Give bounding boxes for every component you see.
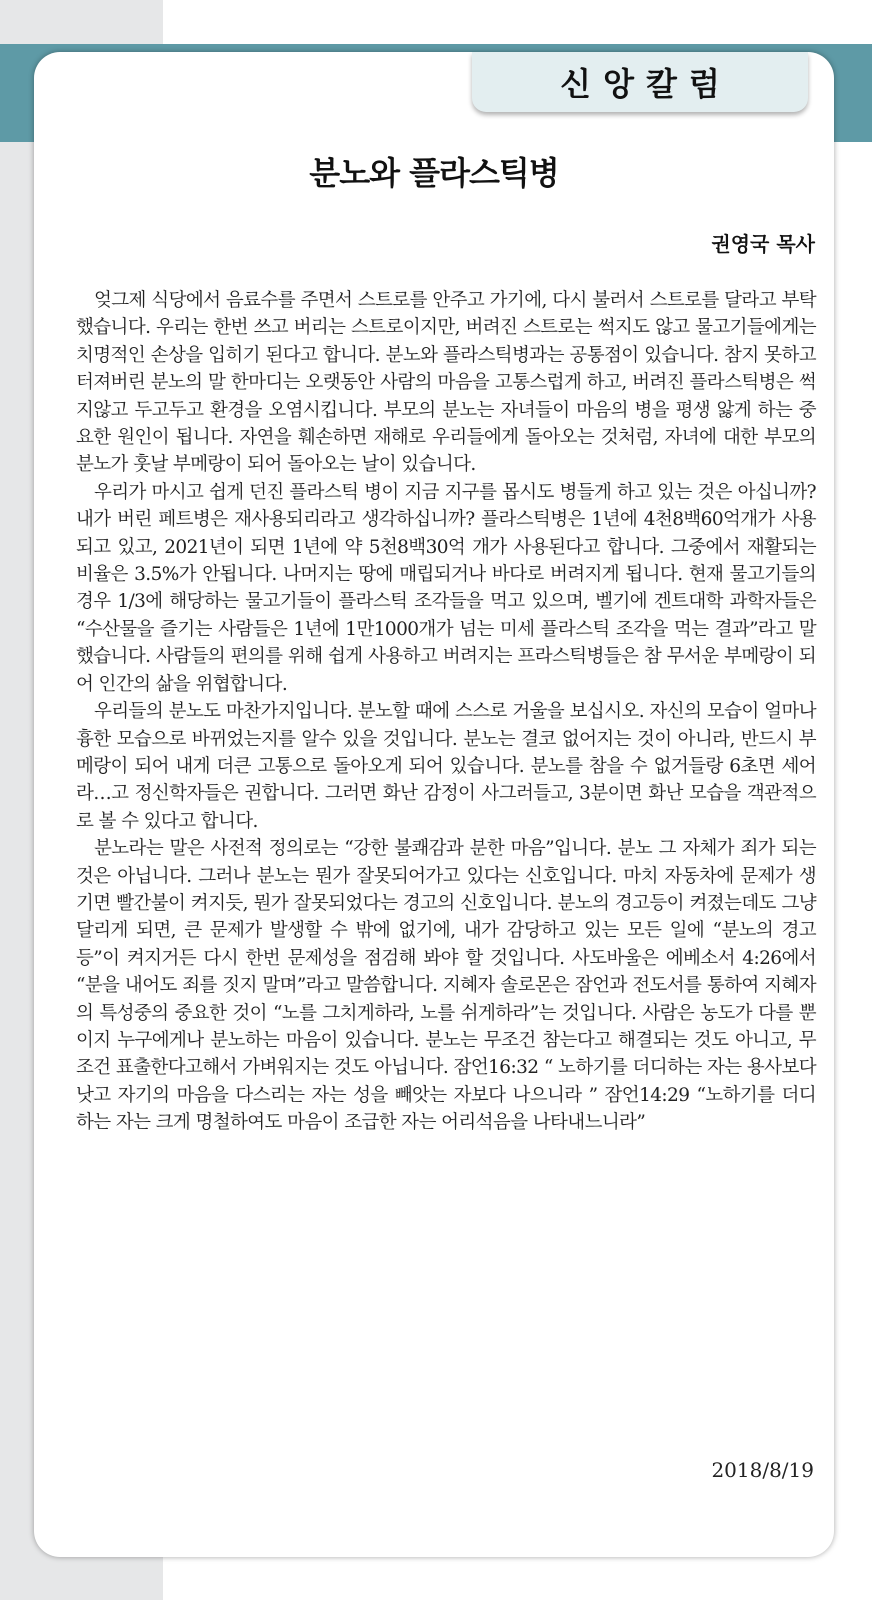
paragraph-1: 엊그제 식당에서 음료수를 주면서 스트로를 안주고 가기에, 다시 불러서 스트로를 달라고 부탁했습니다. 우리는 한번 쓰고 버리는 스트로이지만, 버려진 스트로는 썩지도 않고 물고기들에게는 치명적인 손상을 입히기 된다고 합니다. 분노와 플라스틱병과는 공통점이 있습니다. 참지 못하고 터져버린 분노의 말 한마디는 오랫동안 사람의 마음을 고통스럽게 하고, 버려진 플라스틱병은 썩지않고 두고두고 환경을 오염시킵니다. 부모의 분노는 자녀들이 마음의 병을 평생 앓게 하는 중요한 원인이 됩니다. 자연을 훼손하면 재해로 우리들에게 돌아오는 것처럼, 자녀에 대한 부모의 분노가 훗날 부메랑이 되어 돌아오는 날이 있습니다. xyxy=(76,290,816,476)
article-author: 권영국 목사 xyxy=(711,232,815,256)
paragraph-2: 우리가 마시고 쉽게 던진 플라스틱 병이 지금 지구를 몹시도 병들게 하고 있는 것은 아십니까? 내가 버린 페트병은 재사용되리라고 생각하십니까? 플라스틱병은 1년에 4천8백60억개가 사용되고 있고, 2021년이 되면 1년에 약 5천8백30억 개가 사용된다고 합니다. 그중에서 재활되는 비율은 3.5%가 안됩니다. 나머지는 땅에 매립되거나 바다로 버려지게 됩니다. 현재 물고기들의 경우 1/3에 해당하는 물고기들이 플라스틱 조각들을 먹고 있으며, 벨기에 겐트대학 과학자들은 “수산물을 즐기는 사람들은 1년에 1만1000개가 넘는 미세 플라스틱 조각을 먹는 결과”라고 말했습니다. 사람들의 편의를 위해 쉽게 사용하고 버려지는 프라스틱병들은 참 무서운 부메랑이 되어 인간의 삶을 위협합니다. xyxy=(76,481,816,695)
section-label: 신앙칼럼 xyxy=(560,65,732,103)
section-tab xyxy=(472,52,808,112)
paragraph-4: 분노라는 말은 사전적 정의로는 “강한 불쾌감과 분한 마음”입니다. 분노 그 자체가 죄가 되는 것은 아닙니다. 그러나 분노는 뭔가 잘못되어가고 있다는 신호입니다. 마치 자동차에 문제가 생기면 빨간불이 켜지듯, 뭔가 잘못되었다는 경고의 신호입니다. 분노의 경고등이 켜졌는데도 그냥 달리게 되면, 큰 문제가 발생할 수 밖에 없기에, 내가 감당하고 있는 모든 일에 “분노의 경고등”이 켜지거든 다시 한번 문제성을 점검해 봐야 할 것입니다. 사도바울은 에베소서 4:26에서 “분을 내어도 죄를 짓지 말며”라고 말씀합니다. 지혜자 솔로몬은 잠언과 전도서를 통하여 지혜자의 특성중의 중요한 것이 “노를 그치게하라, 노를 쉬게하라”는 것입니다. 사람은 농도가 다를 뿐이지 누구에게나 분노하는 마음이 있습니다. 분노는 무조건 참는다고 해결되는 것도 아니고, 무조건 표출한다고해서 가벼워지는 것도 아닙니다. 잠언16:32 “ 노하기를 더디하는 자는 용사보다 낫고 자기의 마음을 다스리는 자는 성을 빼앗는 자보다 나으니라 ” 잠언14:29 “노하기를 더디 하는 자는 크게 명철하여도 마음이 조급한 자는 어리석음을 나타내느니라” xyxy=(76,838,816,1134)
article-date: 2018/8/19 xyxy=(711,1458,814,1482)
article-body xyxy=(76,287,816,1137)
paragraph-3: 우리들의 분노도 마찬가지입니다. 분노할 때에 스스로 거울을 보십시오. 자신의 모습이 얼마나 흉한 모습으로 바뀌었는지를 알수 있을 것입니다. 분노는 결코 없어지는 것이 아니라, 반드시 부메랑이 되어 내게 더큰 고통으로 돌아오게 되어 있습니다. 분노를 참을 수 없거들랑 6초면 세어라…고 정신학자들은 권합니다. 그러면 화난 감정이 사그러들고, 3분이면 화난 모습을 객관적으로 볼 수 있다고 합니다. xyxy=(76,701,816,832)
article-title: 분노와 플라스틱병 xyxy=(309,154,559,192)
